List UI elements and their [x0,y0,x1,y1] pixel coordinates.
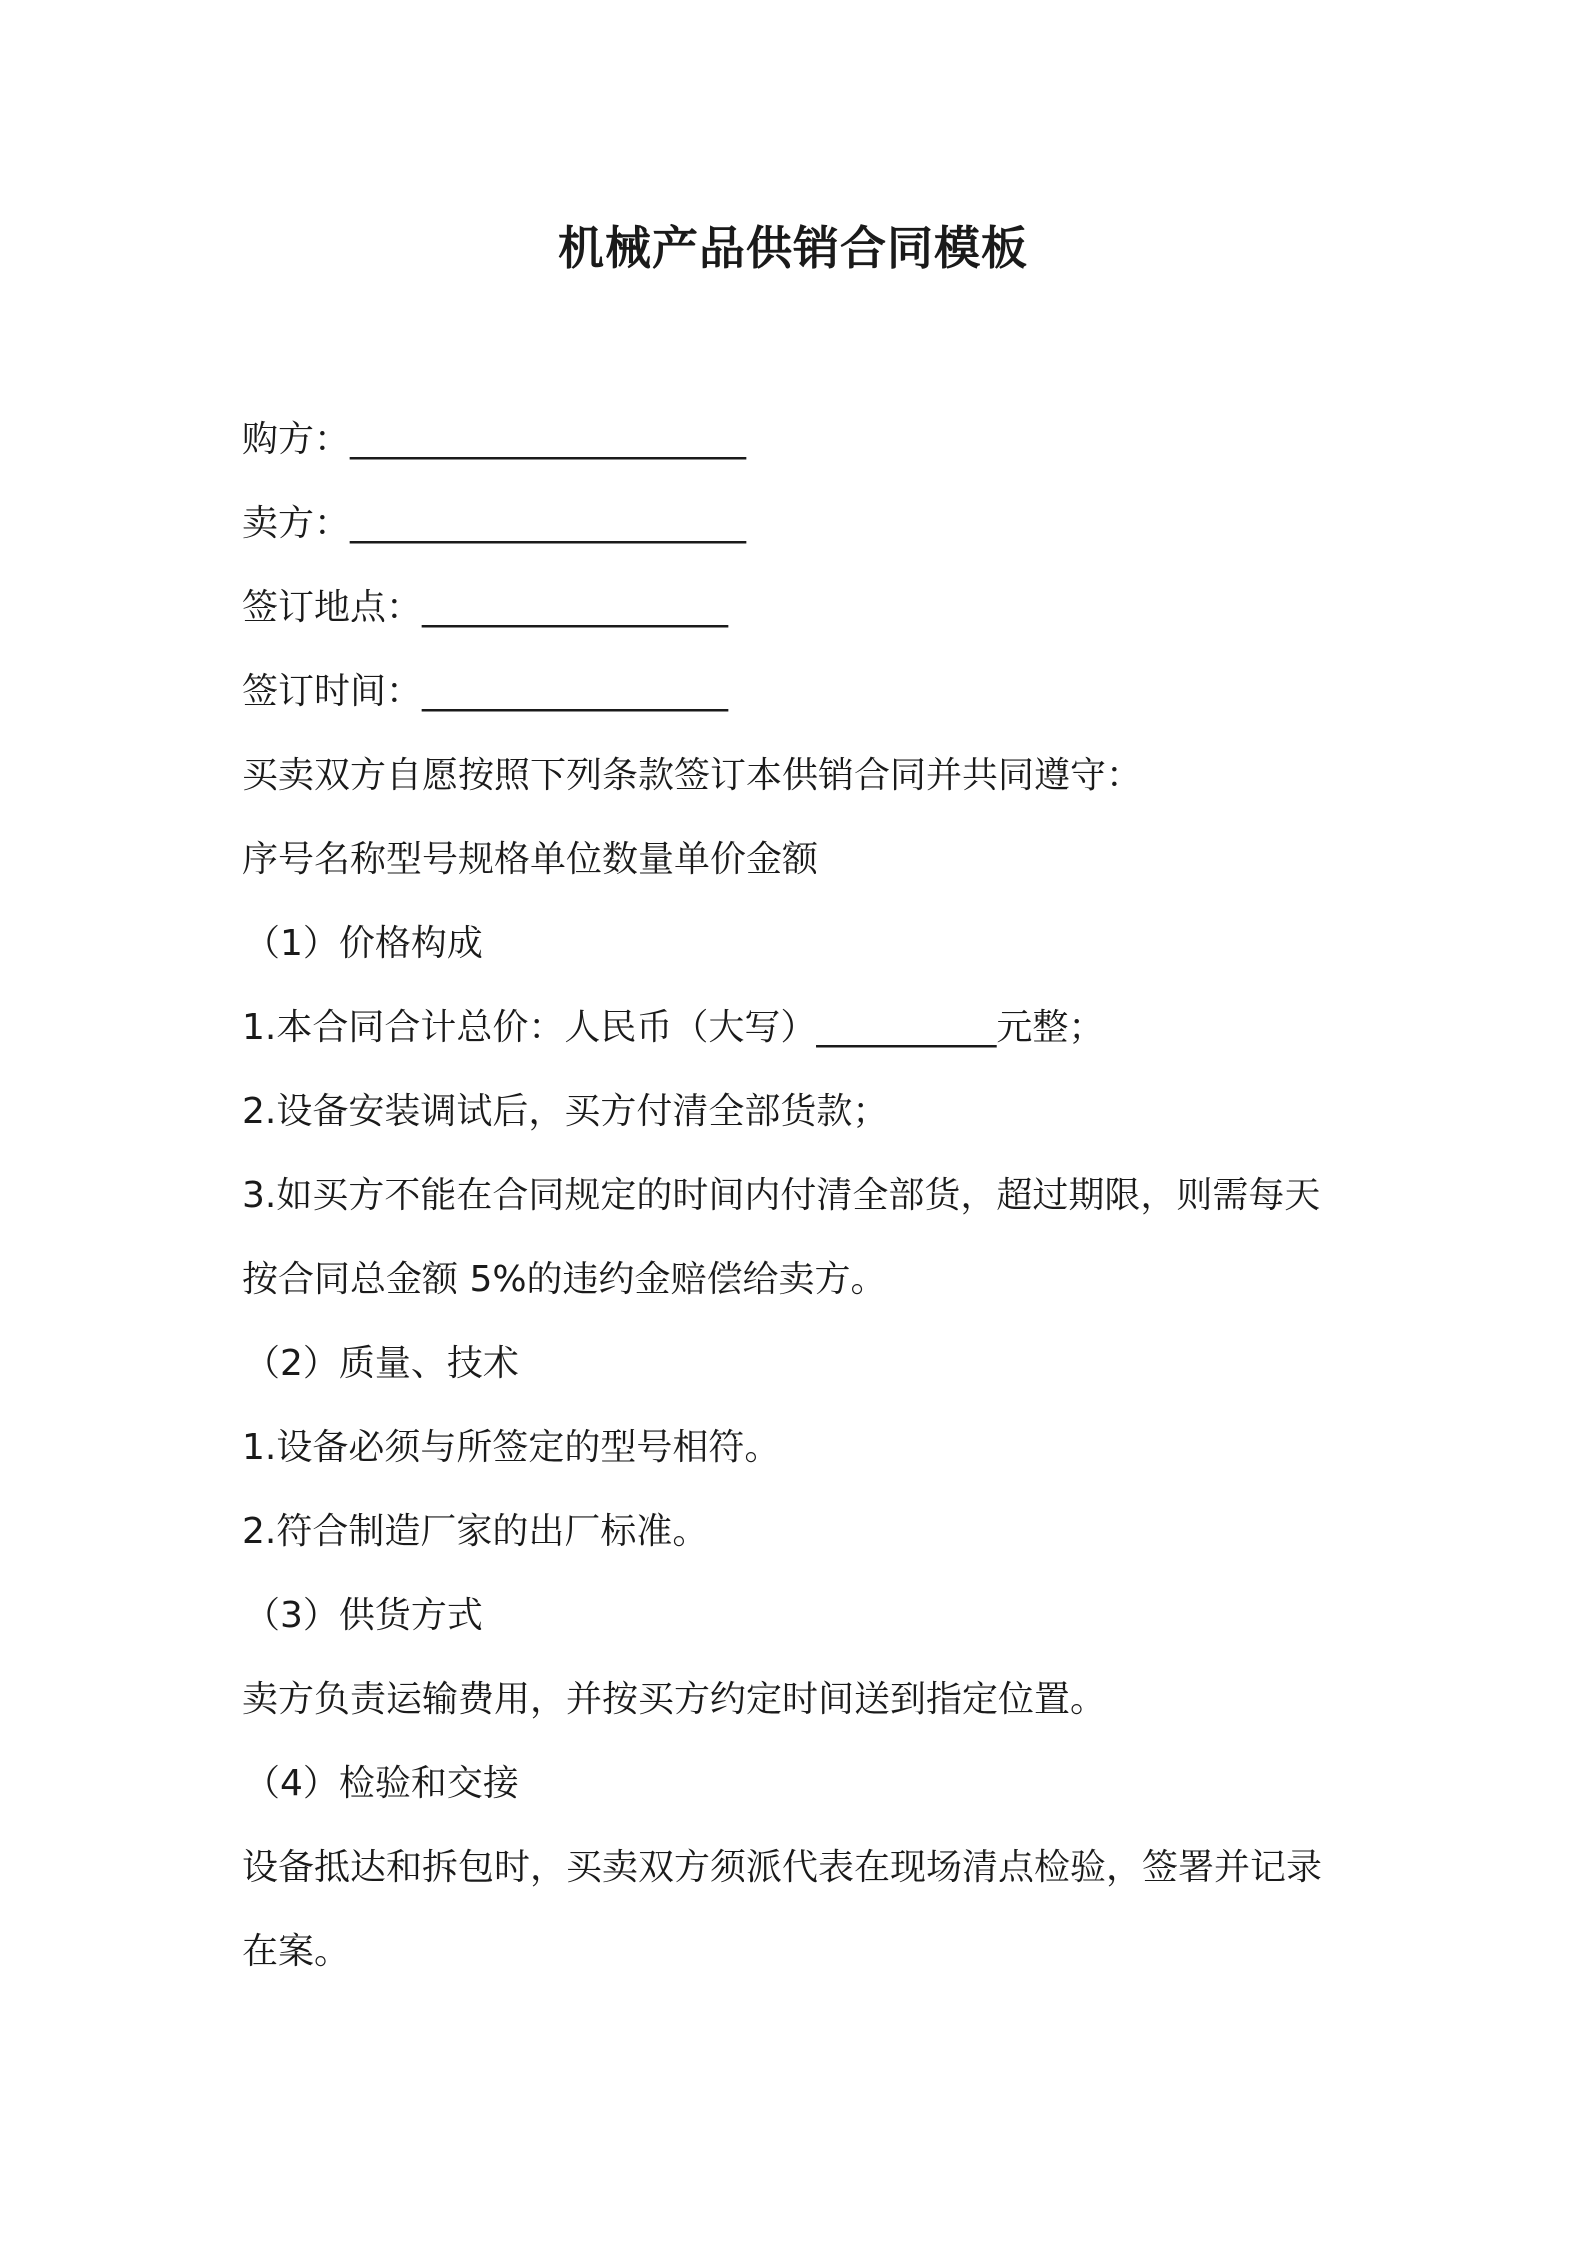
inspection-clause-continued: 在案。 [242,1931,351,1972]
document-title: 机械产品供销合同模板 [558,221,1028,275]
section-inspection-heading: （4）检验和交接 [244,1763,519,1804]
price-clause-2: 2.设备安装调试后，买方付清全部货款； [242,1091,889,1132]
product-columns-line: 序号名称型号规格单位数量单价金额 [242,839,819,880]
agreement-intro: 买卖双方自愿按照下列条款签订本供销合同并共同遵守： [242,755,1143,796]
price-clause-1: 1.本合同合计总价：人民币（大写）__________元整； [242,1007,1105,1048]
delivery-clause: 卖方负责运输费用，并按买方约定时间送到指定位置。 [242,1679,1107,1720]
contract-body [242,398,1362,1994]
section-delivery-heading: （3）供货方式 [244,1595,483,1636]
section-quality-heading: （2）质量、技术 [244,1343,519,1384]
price-clause-3-continued: 按合同总金额 5%的违约金赔偿给卖方。 [242,1259,887,1300]
seller-line: 卖方：______________________ [242,503,747,544]
section-price-heading: （1）价格构成 [244,923,483,964]
price-clause-3: 3.如买方不能在合同规定的时间内付清全部货，超过期限，则需每天 [242,1175,1321,1216]
signing-place-line: 签订地点：_________________ [242,587,729,628]
quality-clause-2: 2.符合制造厂家的出厂标准。 [242,1511,709,1552]
signing-time-line: 签订时间：_________________ [242,671,729,712]
buyer-line: 购方：______________________ [242,419,747,460]
quality-clause-1: 1.设备必须与所签定的型号相符。 [242,1427,781,1468]
inspection-clause: 设备抵达和拆包时，买卖双方须派代表在现场清点检验，签署并记录 [242,1847,1323,1888]
